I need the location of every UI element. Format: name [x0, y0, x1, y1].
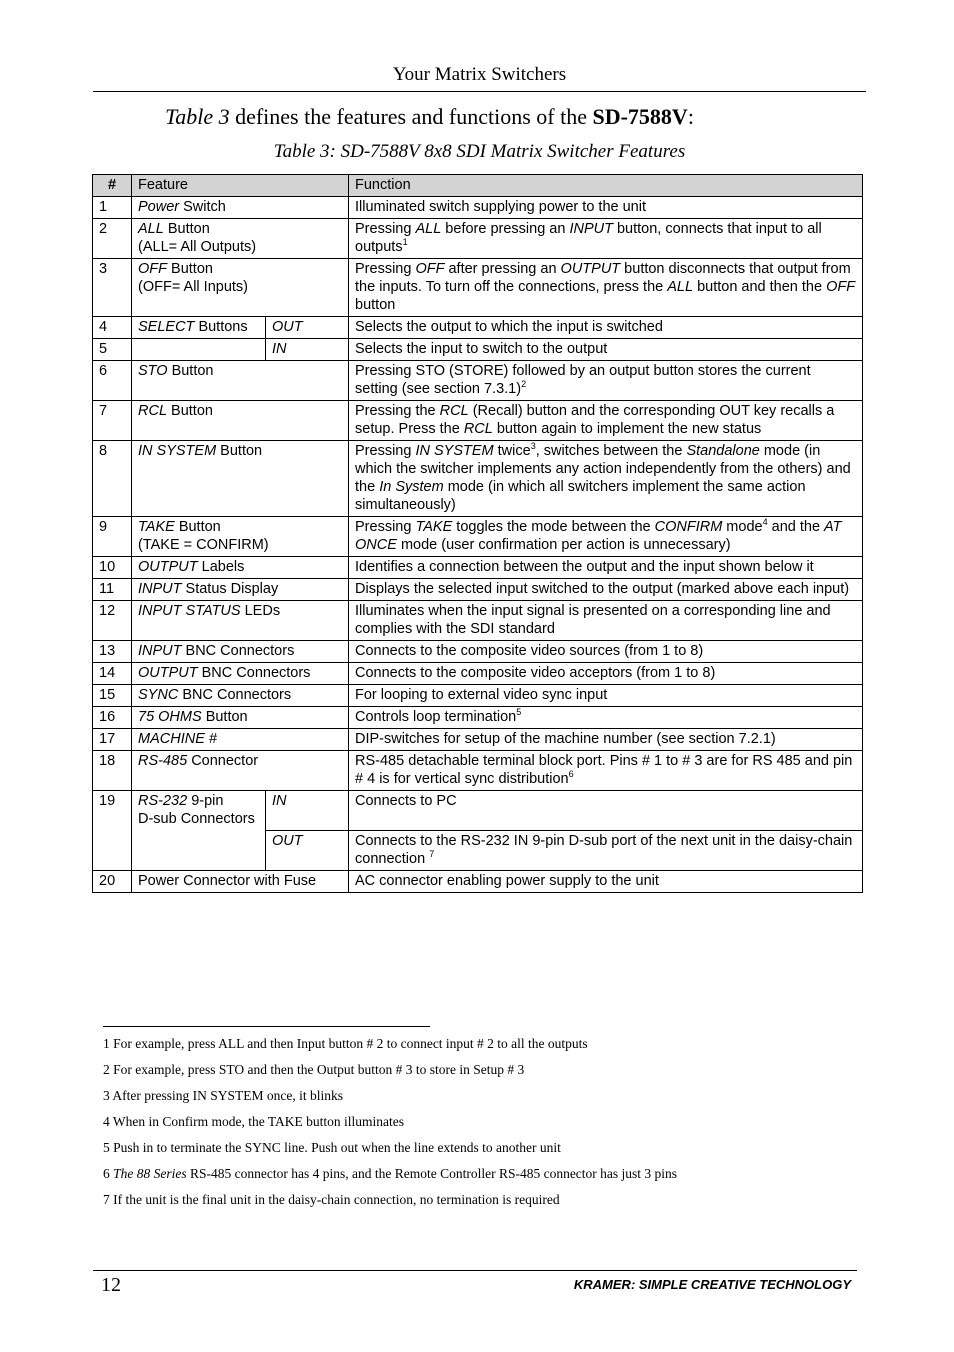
table-row — [93, 791, 863, 831]
feature-text: Button — [167, 403, 213, 419]
function-text: Pressing — [355, 261, 416, 277]
function-text: toggles the mode between the — [452, 519, 655, 535]
row-number: 3 — [93, 259, 132, 317]
feature-text: INPUT — [138, 581, 182, 597]
footnote-text: 5 Push in to terminate the SYNC line. Push out when the line extends to another unit — [103, 1140, 561, 1155]
row-number: 17 — [93, 729, 132, 751]
feature-text: Power — [138, 199, 180, 215]
function-cell — [349, 601, 863, 641]
table-row — [93, 641, 863, 663]
feature-cell — [132, 707, 349, 729]
function-text: OFF — [415, 261, 445, 277]
feature-text: (ALL= All Outputs) — [138, 239, 257, 255]
table-row — [93, 870, 863, 892]
row-number: 16 — [93, 707, 132, 729]
header-divider — [93, 91, 866, 92]
feature-cell — [132, 517, 349, 557]
feature-text: STO — [138, 363, 168, 379]
footnote-text: 1 For example, press ALL and then Input button # 2 to connect input # 2 to all the outputs — [103, 1036, 588, 1051]
function-text: Pressing — [355, 221, 416, 237]
feature-text: Switch — [179, 199, 226, 215]
row-number: 8 — [93, 441, 132, 517]
feature-sub-cell — [266, 830, 349, 870]
table-row — [93, 361, 863, 401]
footnote-marker: 4 — [762, 517, 768, 528]
feature-text: OUTPUT — [138, 665, 198, 681]
header-number: # — [93, 175, 132, 197]
feature-cell — [132, 663, 349, 685]
footnote-divider — [103, 1026, 430, 1027]
row-number: 10 — [93, 557, 132, 579]
feature-text: RCL — [138, 403, 168, 419]
function-text: For looping to external video sync input — [355, 687, 608, 703]
function-text: RCL — [463, 421, 493, 437]
feature-text: LEDs — [240, 603, 281, 619]
intro-end: : — [687, 104, 694, 129]
footnote — [103, 1114, 677, 1140]
feature-text: Button — [216, 443, 263, 459]
row-number: 11 — [93, 579, 132, 601]
footnote-text: RS-485 connector has 4 pins, and the Remote Controller RS-485 connector has just 3 pins — [186, 1166, 678, 1181]
table-row — [93, 601, 863, 641]
feature-text: SYNC — [138, 687, 179, 703]
function-cell — [349, 339, 863, 361]
function-text: RS-485 detachable terminal block port. Pins # 1 to # 3 are for RS 485 and pin # 4 is for vertical sync distribution — [355, 753, 853, 787]
function-text: AC connector enabling power supply to the unit — [355, 872, 659, 889]
feature-cell — [132, 361, 349, 401]
feature-text: 9-pin — [187, 793, 224, 809]
feature-text: Status Display — [181, 581, 279, 597]
feature-sub-text: IN — [272, 793, 287, 809]
function-text: Pressing STO (STORE) followed by an output button stores the current setting (see section 7.3.1) — [355, 363, 811, 397]
row-number: 14 — [93, 663, 132, 685]
feature-cell — [132, 601, 349, 641]
function-cell — [349, 317, 863, 339]
function-cell — [349, 791, 863, 831]
feature-cell — [132, 830, 266, 870]
feature-text: Button — [167, 363, 214, 379]
feature-text: IN SYSTEM — [138, 443, 217, 459]
function-text: mode (in which the switcher implements any action independently from the others) and the — [355, 443, 851, 495]
footer-divider — [93, 1270, 857, 1271]
feature-text: RS-485 — [138, 753, 188, 769]
footnotes-list — [103, 1036, 677, 1218]
row-number: 12 — [93, 601, 132, 641]
function-cell — [349, 557, 863, 579]
function-text: DIP-switches for setup of the machine number (see section 7.2.1) — [355, 731, 776, 747]
feature-sub-cell — [266, 791, 349, 831]
feature-cell — [132, 685, 349, 707]
footnote-text: 7 If the unit is the final unit in the daisy-chain connection, no termination is required — [103, 1192, 560, 1207]
function-text: , switches between the — [535, 443, 687, 459]
function-cell — [349, 870, 863, 892]
row-number: 9 — [93, 517, 132, 557]
function-cell — [349, 663, 863, 685]
feature-text: Labels — [197, 559, 245, 575]
function-text: Illuminates when the input signal is presented on a corresponding line and complies with the SDI standard — [355, 603, 831, 637]
function-text: button and then the — [693, 279, 827, 295]
function-text: button again to implement the new status — [492, 421, 762, 437]
footnote-marker: 1 — [402, 237, 408, 248]
table-row — [93, 751, 863, 791]
feature-sub-text: OUT — [272, 319, 303, 335]
function-text: mode (user confirmation per action is unnecessary) — [396, 537, 731, 553]
feature-text: Button — [201, 709, 248, 725]
table-row — [93, 259, 863, 317]
feature-text: Connector — [187, 753, 259, 769]
footnote — [103, 1062, 677, 1088]
function-cell — [349, 685, 863, 707]
row-number: 2 — [93, 219, 132, 259]
feature-cell — [132, 401, 349, 441]
function-text: Illuminated switch supplying power to the unit — [355, 199, 646, 215]
table-row — [93, 830, 863, 870]
function-text: and the — [767, 519, 825, 535]
feature-cell — [132, 579, 349, 601]
running-header: Your Matrix Switchers — [392, 64, 567, 85]
function-cell — [349, 830, 863, 870]
table-row — [93, 441, 863, 517]
table-row — [93, 579, 863, 601]
row-number: 19 — [93, 791, 132, 831]
function-text: Connects to the RS-232 IN 9-pin D-sub port of the next unit in the daisy-chain connection — [355, 832, 853, 867]
function-text: mode — [722, 519, 763, 535]
table-row — [93, 517, 863, 557]
feature-text: TAKE — [138, 519, 175, 535]
features-table — [92, 174, 863, 893]
feature-text: BNC Connectors — [197, 665, 311, 681]
function-text: ALL — [415, 221, 442, 237]
footnote-text: The 88 Series — [113, 1166, 187, 1181]
function-text: ALL — [667, 279, 694, 295]
function-cell — [349, 517, 863, 557]
feature-text: (OFF= All Inputs) — [138, 279, 248, 295]
feature-text: OUTPUT — [138, 559, 198, 575]
footnote — [103, 1036, 677, 1062]
feature-text: Button — [167, 261, 213, 277]
function-text: button, connects that input to all outputs — [355, 221, 822, 255]
feature-text: INPUT — [138, 643, 182, 659]
table-row — [93, 685, 863, 707]
row-number: 4 — [93, 317, 132, 339]
footnote-marker: 2 — [521, 379, 527, 390]
feature-text: BNC Connectors — [178, 687, 292, 703]
function-cell — [349, 707, 863, 729]
function-cell — [349, 751, 863, 791]
function-cell — [349, 401, 863, 441]
footnote-marker: 3 — [530, 441, 536, 452]
row-number: 18 — [93, 751, 132, 791]
feature-cell — [132, 729, 349, 751]
function-cell — [349, 259, 863, 317]
function-text: Selects the input to switch to the output — [355, 341, 608, 357]
table-row — [93, 663, 863, 685]
function-text: before pressing an — [441, 221, 570, 237]
header-feature: Feature — [132, 175, 349, 197]
function-text: twice — [493, 443, 531, 459]
table-reference: Table 3 — [165, 104, 230, 129]
function-text: (Recall) button and the corresponding OUT key recalls a setup. Press the — [355, 403, 835, 437]
feature-cell — [132, 791, 266, 831]
table-row — [93, 317, 863, 339]
feature-cell — [132, 641, 349, 663]
feature-cell — [132, 751, 349, 791]
function-text: Pressing — [355, 443, 416, 459]
table-body — [93, 197, 863, 893]
function-text: Connects to PC — [355, 793, 457, 809]
function-cell — [349, 219, 863, 259]
table-row — [93, 339, 863, 361]
table-row — [93, 707, 863, 729]
row-number: 7 — [93, 401, 132, 441]
footer-brand: KRAMER: SIMPLE CREATIVE TECHNOLOGY — [573, 1277, 851, 1292]
row-number: 13 — [93, 641, 132, 663]
function-cell — [349, 197, 863, 219]
function-text: In System — [379, 479, 444, 495]
footnote — [103, 1140, 677, 1166]
table-caption: Table 3: SD-7588V 8x8 SDI Matrix Switcher Features — [273, 141, 686, 162]
row-number: 20 — [93, 870, 132, 892]
feature-cell — [132, 317, 266, 339]
feature-cell — [132, 870, 349, 892]
feature-text: Power Connector with Fuse — [138, 872, 317, 889]
model-name: SD-7588V — [592, 104, 688, 129]
table-header-row — [93, 175, 863, 197]
table-row — [93, 219, 863, 259]
feature-text: Buttons — [194, 319, 248, 335]
feature-sub-cell — [266, 317, 349, 339]
feature-text: (TAKE = CONFIRM) — [138, 537, 269, 553]
feature-cell — [132, 259, 349, 317]
feature-cell — [132, 557, 349, 579]
function-text: RCL — [439, 403, 469, 419]
function-text: Standalone — [686, 443, 760, 459]
feature-sub-text: IN — [272, 341, 287, 357]
footnote-text: 3 After pressing IN SYSTEM once, it blinks — [103, 1088, 343, 1103]
function-text: Controls loop termination — [355, 709, 517, 725]
function-text: Connects to the composite video acceptors (from 1 to 8) — [355, 665, 716, 681]
table-row — [93, 401, 863, 441]
feature-text: INPUT STATUS — [138, 603, 241, 619]
function-text: Selects the output to which the input is switched — [355, 319, 663, 335]
function-text: Displays the selected input switched to the output (marked above each input) — [355, 581, 850, 597]
feature-text: Button — [174, 519, 221, 535]
row-number: 5 — [93, 339, 132, 361]
feature-cell — [132, 339, 266, 361]
function-text: button — [355, 297, 396, 313]
feature-sub-cell — [266, 339, 349, 361]
row-number: 6 — [93, 361, 132, 401]
feature-text: 75 OHMS — [138, 709, 202, 725]
row-number — [93, 830, 132, 870]
feature-text: OFF — [138, 261, 167, 277]
footnote-text: 6 — [103, 1166, 114, 1181]
function-text: OFF — [826, 279, 856, 295]
feature-cell — [132, 197, 349, 219]
feature-cell — [132, 441, 349, 517]
footnote-marker: 5 — [516, 707, 522, 718]
function-cell — [349, 361, 863, 401]
feature-text: D-sub Connectors — [138, 811, 255, 827]
feature-text: RS-232 — [138, 793, 188, 809]
function-text: TAKE — [415, 519, 453, 535]
function-text: Connects to the composite video sources (from 1 to 8) — [355, 643, 704, 659]
function-text: OUTPUT — [560, 261, 621, 277]
row-number: 1 — [93, 197, 132, 219]
function-cell — [349, 441, 863, 517]
function-cell — [349, 729, 863, 751]
function-text: button disconnects that output from the inputs. To turn off the connections, press the — [355, 261, 851, 295]
table-row — [93, 557, 863, 579]
page-number: 12 — [101, 1274, 121, 1296]
feature-text: BNC Connectors — [181, 643, 295, 659]
function-cell — [349, 641, 863, 663]
feature-text: SELECT — [138, 319, 195, 335]
function-text: Pressing the — [355, 403, 440, 419]
function-text: Identifies a connection between the output and the input shown below it — [355, 559, 814, 575]
function-text: after pressing an — [444, 261, 561, 277]
feature-cell — [132, 219, 349, 259]
table-row — [93, 729, 863, 751]
function-cell — [349, 579, 863, 601]
feature-text: ALL — [138, 221, 164, 237]
intro-text: defines the features and functions of the — [229, 104, 593, 129]
footnote — [103, 1192, 677, 1218]
footnote — [103, 1088, 677, 1114]
row-number: 15 — [93, 685, 132, 707]
function-text: mode (in which all switchers implement the same action simultaneously) — [355, 479, 806, 513]
footnote — [103, 1166, 677, 1192]
function-text: IN SYSTEM — [415, 443, 494, 459]
function-text: CONFIRM — [654, 519, 723, 535]
footnote-marker: 6 — [568, 769, 574, 780]
table-row — [93, 197, 863, 219]
function-text: INPUT — [569, 221, 613, 237]
intro-sentence — [165, 104, 694, 130]
footnote-text: 4 When in Confirm mode, the TAKE button illuminates — [103, 1114, 405, 1129]
function-text: Pressing — [355, 519, 416, 535]
footnote-text: 2 For example, press STO and then the Output button # 3 to store in Setup # 3 — [103, 1062, 525, 1077]
function-text: AT ONCE — [355, 519, 842, 553]
feature-text: Button — [163, 221, 210, 237]
header-function: Function — [349, 175, 863, 197]
feature-sub-text: OUT — [272, 832, 303, 849]
feature-text: MACHINE # — [138, 731, 217, 747]
footnote-marker: 7 — [429, 848, 435, 859]
